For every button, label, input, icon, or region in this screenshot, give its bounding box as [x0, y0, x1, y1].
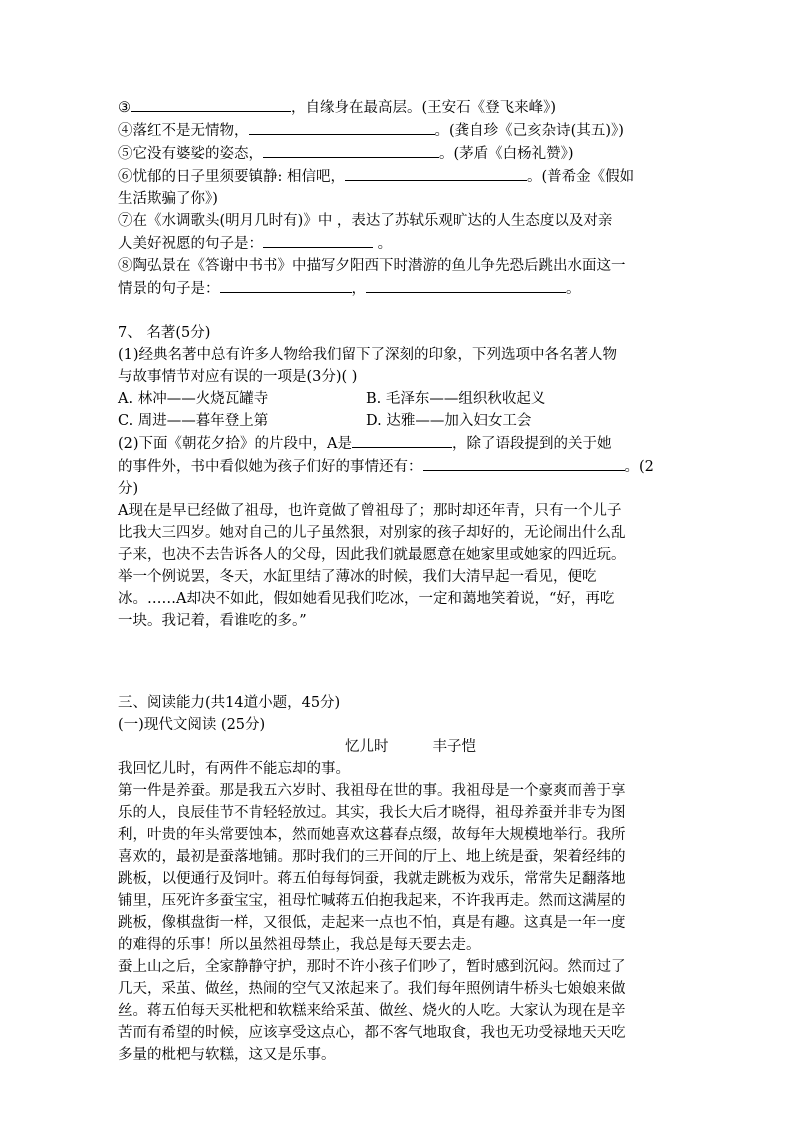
q7-passage-line6: 一块。我记着，看谁吃的多。”: [118, 613, 307, 629]
document-page: [118, 96, 678, 1066]
article-line: 多量的枇杷与软糕，这又是乐事。: [118, 1047, 336, 1063]
poem-item-5: ⑤它没有婆娑的姿态， 。(茅盾《白杨礼赞》): [118, 142, 678, 165]
question-7-heading: 7、 名著(5分): [118, 325, 211, 341]
poem-item-6-cont: 生活欺骗了你》): [118, 191, 218, 207]
q7-part2-line1: (2)下面《朝花夕拾》的片段中，A是 ，除了语段提到的关于她: [118, 432, 678, 455]
q7-passage-line5: 冰。……A却决不如此，假如她看见我们吃冰，一定和蔼地笑着说，“好，再吃: [118, 591, 615, 607]
article-line: 几天，采茧、做丝，热闹的空气又浓起来了。我们每年照例请牛桥头七娘娘来做: [118, 981, 626, 997]
answer-blank[interactable]: [220, 277, 352, 293]
q7-part1-line2: 与故事情节对应有误的一项是(3分)( ): [118, 369, 358, 385]
article-title: 忆儿时: [345, 739, 389, 755]
article-author: 丰子恺: [432, 739, 476, 755]
article-line: 蚕上山之后，全家静静守护，那时不许小孩子们吵了，暂时感到沉闷。然而过了: [118, 959, 626, 975]
q7-part2-line2: 的事件外，书中看似她为孩子们好的事情还有： 。(2: [118, 455, 678, 478]
answer-blank[interactable]: [263, 142, 439, 158]
answer-blank[interactable]: [131, 96, 291, 112]
article-line: 我回忆儿时，有两件不能忘却的事。: [118, 761, 350, 777]
q7-options-row2: [118, 410, 678, 432]
option-c[interactable]: C. 周进——暮年登上第: [118, 413, 269, 429]
answer-blank[interactable]: [249, 119, 435, 135]
article-line: 的难得的乐事！所以虽然祖母禁止，我总是每天要去走。: [118, 937, 481, 953]
article-line: 丝。蒋五伯每天买枇杷和软糕来给采茧、做丝、烧火的人吃。大家认为现在是辛: [118, 1003, 626, 1019]
q7-passage-line2: 比我大三四岁。她对自己的儿子虽然狠，对别家的孩子却好的，无论闹出什么乱: [118, 525, 626, 541]
answer-blank[interactable]: [263, 232, 373, 248]
option-b[interactable]: B. 毛泽东——组织秋收起义: [366, 391, 546, 407]
article-line: 苦而有希望的时候，应该享受这点心，都不客气地取食，我也无功受禄地天天吃: [118, 1025, 626, 1041]
poem-item-8-cont: 情景的句子是： ， 。: [118, 277, 678, 300]
article-line: 跳板，像棋盘街一样，又很低，走起来一点也不怕，真是有趣。这真是一年一度: [118, 915, 626, 931]
q7-options-row1: [118, 388, 678, 410]
article-line: 喜欢的，最初是蚕落地铺。那时我们的三开间的厅上、地上统是蚕，架着经纬的: [118, 849, 626, 865]
answer-blank[interactable]: [423, 455, 625, 471]
article-line: 乐的人，良辰佳节不肯轻轻放过。其实，我长大后才晓得，祖母养蚕并非专为图: [118, 805, 626, 821]
poem-item-7: ⑦在《水调歌头(明月几时有)》中 ，表达了苏轼乐观旷达的人生态度以及对亲: [118, 213, 613, 229]
article-line: 铺里，压死许多蚕宝宝，祖母忙喊蒋五伯抱我起来，不许我再走。然而这满屋的: [118, 893, 626, 909]
section-3-heading: 三、阅读能力(共14道小题，45分): [118, 695, 341, 711]
q7-passage-line3: 子来，也决不去告诉各人的父母，因此我们就最愿意在她家里或她家的四近玩。: [118, 547, 626, 563]
answer-blank[interactable]: [352, 432, 452, 448]
poem-item-7-cont: 人美好祝愿的句子是： 。: [118, 232, 678, 255]
option-d[interactable]: D. 达雅——加入妇女工会: [366, 413, 532, 429]
q7-part2-line3: 分): [118, 481, 139, 497]
answer-blank[interactable]: [366, 277, 566, 293]
poem-item-8: ⑧陶弘景在《答谢中书书》中描写夕阳西下时潜游的鱼儿争先恐后跳出水面这一: [118, 258, 626, 274]
article-line: 利，叶贵的年头常要蚀本，然而她喜欢这暮春点缀，故每年大规模地举行。我所: [118, 827, 626, 843]
q7-passage-line4: 举一个例说罢，冬天，水缸里结了薄冰的时候，我们大清早起一看见，便吃: [118, 569, 597, 585]
poem-item-6: ⑥忧郁的日子里须要镇静: 相信吧， 。(普希金《假如: [118, 165, 678, 188]
q7-part1-line1: (1)经典名著中总有许多人物给我们留下了深刻的印象，下列选项中各名著人物: [118, 347, 618, 363]
article-title-line: [118, 736, 678, 758]
subsection-heading: (一)现代文阅读 (25分): [118, 717, 266, 733]
article-line: 第一件是养蚕。那是我五六岁时、我祖母在世的事。我祖母是一个豪爽而善于享: [118, 783, 626, 799]
article-line: 跳板，以便通行及饲叶。蒋五伯每每饲蚕，我就走跳板为戏乐，常常失足翻落地: [118, 871, 626, 887]
poem-item-3: ③ ，自缘身在最高层。(王安石《登飞来峰》): [118, 96, 678, 119]
answer-blank[interactable]: [345, 165, 527, 181]
option-a[interactable]: A. 林冲——火烧瓦罐寺: [118, 391, 269, 407]
poem-item-4: ④落红不是无情物， 。(龚自珍《己亥杂诗(其五)》): [118, 119, 678, 142]
q7-passage-line1: A现在是早已经做了祖母，也许竟做了曾祖母了；那时却还年青，只有一个儿子: [118, 503, 622, 519]
